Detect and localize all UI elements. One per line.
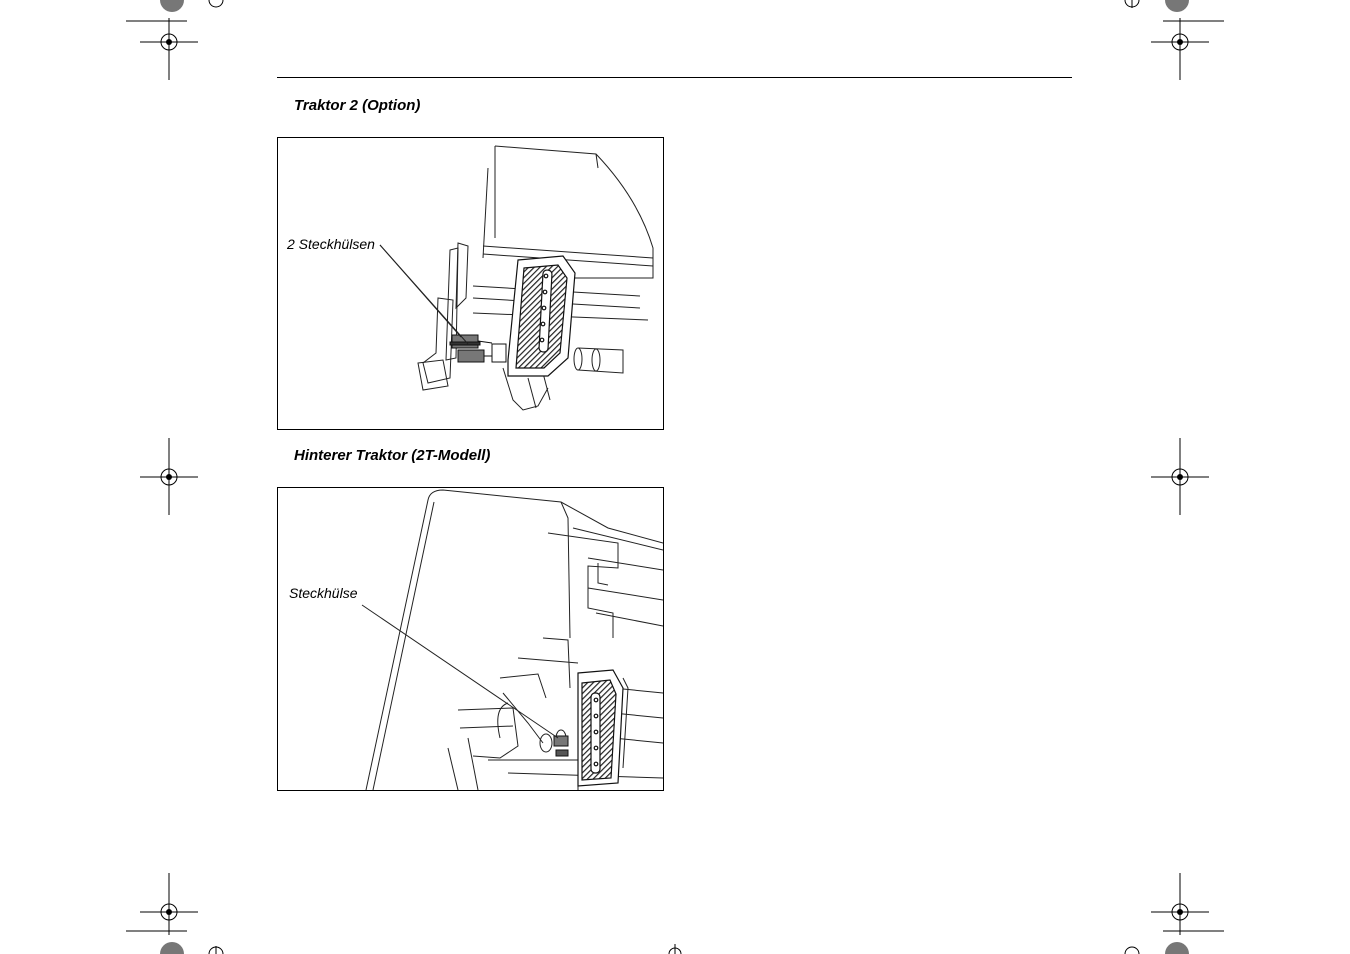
figure-tractor-2: [277, 137, 664, 430]
section-heading-rear-tractor: Hinterer Traktor (2T-Modell): [294, 447, 491, 464]
callout-sleeve: Steckhülse: [289, 585, 358, 601]
rear-tractor-illustration: [278, 488, 663, 790]
figure-rear-tractor: [277, 487, 664, 791]
callout-2-sleeves: 2 Steckhülsen: [287, 236, 375, 252]
tractor-2-illustration: [278, 138, 663, 429]
section-heading-tractor-2: Traktor 2 (Option): [294, 97, 421, 114]
header-rule: [277, 77, 1072, 78]
